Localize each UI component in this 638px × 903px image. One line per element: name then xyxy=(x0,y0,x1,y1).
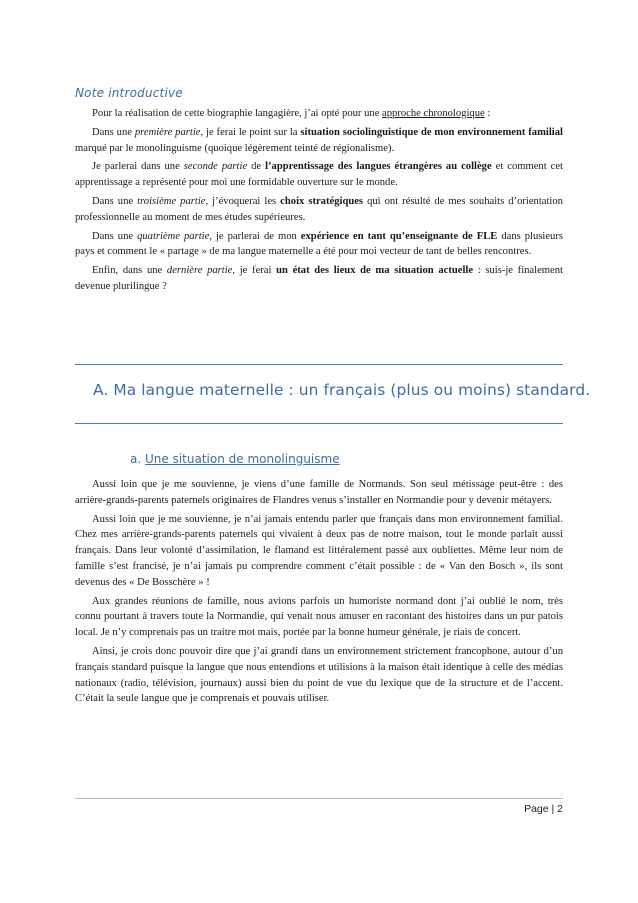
subsection-marker: a. xyxy=(130,452,142,466)
section-paragraph-2: Aussi loin que je me souvienne, je n’ai jamais entendu parler que français dans mon environnement familial. Chez mes arrière-grands-parents paternels qui vivaient à deux pas de notre maison, tout le monde parlait aussi français. Dans leur volonté d’assimilation, le flamand est littéralement passé aux oubliettes. Même leur nom de famille s’est francisé, je n’ai jamais pu comprendre comment c’était possible : de « Van den Bosch », ils sont devenus des « De Bosschère » ! xyxy=(75,513,563,588)
p3-end: et comment cet apprentissage a représenté pour moi une formidable ouverture sur le monde. xyxy=(75,161,563,189)
p3-mid: de xyxy=(247,161,266,173)
p6-bold: un état des lieux de ma situation actuelle xyxy=(276,265,474,277)
approach-link: approche chronologique xyxy=(382,108,485,119)
p1-end: : xyxy=(484,108,491,119)
page-separator: | xyxy=(548,803,558,815)
section-a-heading: A. Ma langue maternelle : un français (plus ou moins) standard. xyxy=(93,381,591,399)
heading-rule-bottom xyxy=(75,423,563,424)
intro-paragraph-3 xyxy=(75,159,563,191)
p5-end: dans plusieurs pays et comment le « partage » de ma langue maternelle a été pour moi vecteur de tant de belles rencontres. xyxy=(75,230,564,258)
intro-paragraph-5 xyxy=(75,229,563,261)
p4-bold: choix stratégiques xyxy=(280,195,364,207)
subsection-title: Une situation de monolinguisme xyxy=(145,452,340,466)
page-footer xyxy=(524,803,563,815)
p2-end: marqué par le monolinguisme (quoique légèrement teinté de régionalisme). xyxy=(75,142,395,154)
intro-paragraph-4 xyxy=(75,194,563,226)
p2-italic: première partie xyxy=(134,126,201,138)
p4-italic: troisième partie xyxy=(137,195,206,207)
p3-italic: seconde partie xyxy=(183,161,248,173)
subsection-heading xyxy=(130,452,340,466)
p6-mid: , je ferai xyxy=(232,265,277,277)
p2-bold: situation sociolinguistique de mon environnement familial xyxy=(300,126,563,138)
p6-end: : suis-je finalement devenue plurilingue ? xyxy=(75,265,563,292)
p3-text: Je parlerai dans une xyxy=(92,161,184,173)
intro-paragraph-2 xyxy=(75,125,563,157)
p2-text: Dans une xyxy=(92,126,135,138)
p5-bold: expérience en tant qu’enseignante de FLE xyxy=(300,230,498,242)
heading-rule-top xyxy=(75,364,563,365)
p4-end: qui ont résulté de mes souhaits d’orientation professionnelle au moment de mes études supérieures. xyxy=(75,195,563,223)
p2-mid: , je ferai le point sur la xyxy=(200,126,301,138)
p4-mid: , j’évoquerai les xyxy=(205,195,281,207)
page-number: 2 xyxy=(557,803,563,815)
intro-paragraph-6 xyxy=(75,263,563,295)
p5-italic: quatrième partie xyxy=(137,230,210,242)
section-paragraph-1: Aussi loin que je me souvienne, je viens d’une famille de Normands. Son seul métissage peut-être : des arrière-grands-parents paternels originaires de Flandres venus s’installer en Normandie pour y devenir métayers. xyxy=(75,479,563,506)
intro-text xyxy=(75,106,563,298)
p5-mid: , je parlerai de mon xyxy=(209,230,301,242)
note-title: Note introductive xyxy=(75,86,183,100)
p6-italic: dernière partie xyxy=(166,265,233,277)
intro-paragraph-1 xyxy=(75,106,563,122)
p5-text: Dans une xyxy=(92,230,138,242)
page-label: Page xyxy=(524,803,549,815)
section-paragraph-3: Aux grandes réunions de famille, nous avions parfois un humoriste normand dont j’ai oublié le nom, très connu pourtant à travers toute la Normandie, qui venait nous amuser en racontant des histoires dans un pur patois local. Je n’y comprenais pas un traitre mot mais, portée par la bonne humeur générale, je riais de concert. xyxy=(75,595,563,639)
section-a-text xyxy=(75,477,563,710)
p1-text: Pour la réalisation de cette biographie langagière, j’ai opté pour une xyxy=(92,108,383,119)
p4-text: Dans une xyxy=(92,195,138,207)
section-paragraph-4: Ainsi, je crois donc pouvoir dire que j’ai grandi dans un environnement strictement francophone, autour d’un français standard puisque la langue que nous entendions et utilisions à la maison était identique à celle des médias nationaux (radio, télévision, journaux) aussi bien du point de vue du lexique que de la structure et de l’accent. C’était la seule langue que je comprenais et pouvais utiliser. xyxy=(75,645,563,705)
p3-bold: l’apprentissage des langues étrangères au collège xyxy=(265,161,492,173)
footer-rule xyxy=(75,798,563,799)
p6-text: Enfin, dans une xyxy=(92,265,167,277)
